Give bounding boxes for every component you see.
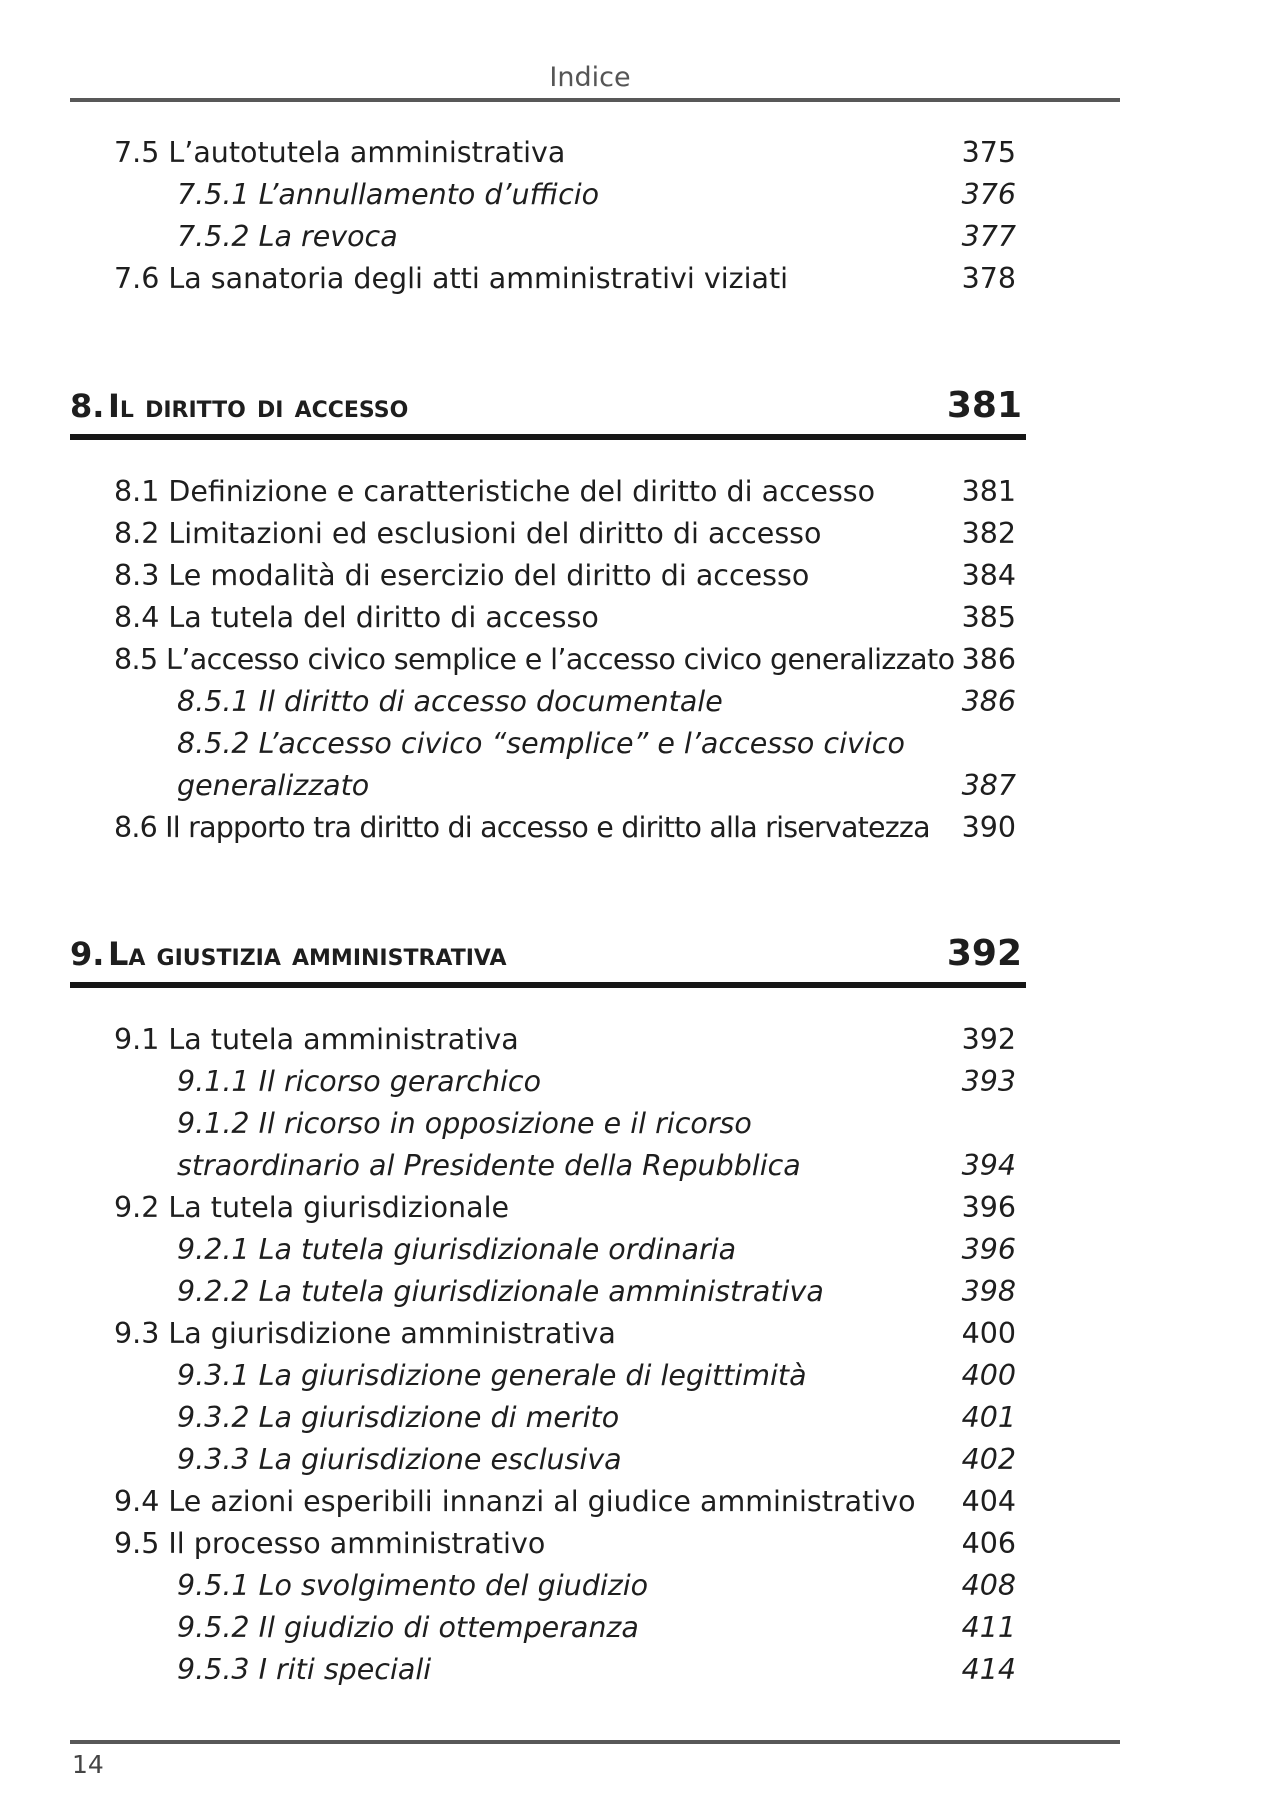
toc-subentry[interactable]: [0, 1356, 1282, 1396]
toc-entry-title: 9.2.1 La tutela giurisdizionale ordinaria: [177, 1233, 737, 1266]
toc-entry[interactable]: [0, 640, 1282, 680]
toc-entry-page: 398: [961, 1275, 1016, 1308]
toc-entry-title: 7.5.1 L’annullamento d’ufficio: [177, 178, 600, 211]
toc-subentry-continuation[interactable]: [0, 1146, 1282, 1186]
toc-entry-page: 414: [961, 1653, 1016, 1686]
toc-entry-page: 408: [961, 1569, 1016, 1602]
toc-entry-page: 386: [961, 643, 1016, 676]
toc-entry[interactable]: [0, 472, 1282, 512]
toc-subentry[interactable]: [0, 175, 1282, 215]
chapter-page: 381: [946, 385, 1022, 426]
chapter-heading[interactable]: [0, 382, 1282, 430]
toc-entry-title: 9.2 La tutela giurisdizionale: [114, 1191, 510, 1224]
header-rule: [70, 98, 1120, 102]
toc-subentry[interactable]: [0, 1650, 1282, 1690]
toc-entry-page: 401: [961, 1401, 1016, 1434]
toc-entry[interactable]: [0, 514, 1282, 554]
toc-entry-page: 406: [961, 1527, 1016, 1560]
toc-entry-page: 375: [961, 136, 1016, 169]
toc-subentry-continuation[interactable]: [0, 766, 1282, 806]
toc-entry[interactable]: [0, 808, 1282, 848]
toc-entry[interactable]: [0, 1482, 1282, 1522]
toc-entry-title: 8.6 Il rapporto tra diritto di accesso e diritto alla riservatezza: [114, 811, 930, 844]
chapter-title: La giustizia amministrativa: [108, 935, 507, 973]
toc-entry-title: 8.4 La tutela del diritto di accesso: [114, 601, 599, 634]
chapter-heading[interactable]: [0, 930, 1282, 978]
toc-entry-title: 9.3 La giurisdizione amministrativa: [114, 1317, 616, 1350]
toc-entry-title: 9.1.2 Il ricorso in opposizione e il ricorso: [177, 1107, 752, 1140]
toc-entry-title: straordinario al Presidente della Repubblica: [177, 1149, 801, 1182]
toc-subentry[interactable]: [0, 682, 1282, 722]
toc-entry-page: 393: [961, 1065, 1016, 1098]
toc-subentry[interactable]: [0, 1566, 1282, 1606]
toc-entry-page: 404: [961, 1485, 1016, 1518]
toc-entry-title: 9.3.3 La giurisdizione esclusiva: [177, 1443, 622, 1476]
toc-entry-title: 9.3.2 La giurisdizione di merito: [177, 1401, 620, 1434]
toc-entry-title: 9.2.2 La tutela giurisdizionale amministrativa: [177, 1275, 824, 1308]
toc-entry-page: 400: [961, 1359, 1016, 1392]
toc-entry-page: 377: [961, 220, 1016, 253]
toc-entry-title: 9.3.1 La giurisdizione generale di legittimità: [177, 1359, 807, 1392]
toc-entry-title: 8.1 Definizione e caratteristiche del diritto di accesso: [114, 475, 876, 508]
toc-entry-page: 396: [961, 1233, 1016, 1266]
toc-entry-page: 376: [961, 178, 1016, 211]
chapter-rule: [70, 434, 1026, 440]
page-number: 14: [72, 1750, 104, 1779]
toc-entry-title: 7.5 L’autotutela amministrativa: [114, 136, 566, 169]
toc-subentry[interactable]: [0, 1440, 1282, 1480]
toc-subentry[interactable]: [0, 217, 1282, 257]
toc-subentry[interactable]: [0, 1608, 1282, 1648]
toc-entry[interactable]: [0, 1314, 1282, 1354]
chapter-title: Il diritto di accesso: [108, 387, 409, 425]
toc-entry[interactable]: [0, 133, 1282, 173]
toc-entry-page: 381: [961, 475, 1016, 508]
toc-subentry[interactable]: [0, 1272, 1282, 1312]
toc-entry-page: 392: [961, 1023, 1016, 1056]
toc-entry-title: 8.3 Le modalità di esercizio del diritto di accesso: [114, 559, 810, 592]
toc-entry-page: 384: [961, 559, 1016, 592]
running-head: Indice: [549, 62, 631, 93]
toc-entry[interactable]: [0, 598, 1282, 638]
toc-entry-page: 390: [961, 811, 1016, 844]
toc-entry-title: 8.5 L’accesso civico semplice e l’accesso civico generalizzato: [114, 643, 955, 676]
chapter-page: 392: [946, 933, 1022, 974]
toc-entry-page: 387: [961, 769, 1016, 802]
toc-entry[interactable]: [0, 556, 1282, 596]
toc-entry-title: 8.5.2 L’accesso civico “semplice” e l’accesso civico: [177, 727, 905, 760]
toc-entry-page: 396: [961, 1191, 1016, 1224]
toc-entry-title: 9.5.3 I riti speciali: [177, 1653, 432, 1686]
toc-entry-title: 7.5.2 La revoca: [177, 220, 398, 253]
toc-entry-page: 385: [961, 601, 1016, 634]
toc-subentry[interactable]: [0, 1230, 1282, 1270]
toc-entry-title: generalizzato: [177, 769, 370, 802]
toc-subentry[interactable]: [0, 1062, 1282, 1102]
toc-entry-title: 7.6 La sanatoria degli atti amministrativi viziati: [114, 262, 789, 295]
toc-entry-page: 402: [961, 1443, 1016, 1476]
toc-entry-title: 8.2 Limitazioni ed esclusioni del diritto di accesso: [114, 517, 822, 550]
toc-entry-page: 400: [961, 1317, 1016, 1350]
toc-entry[interactable]: [0, 1524, 1282, 1564]
toc-entry-title: 9.1 La tutela amministrativa: [114, 1023, 519, 1056]
toc-entry-page: 394: [961, 1149, 1016, 1182]
toc-subentry[interactable]: [0, 1104, 1282, 1144]
toc-entry-title: 9.5.1 Lo svolgimento del giudizio: [177, 1569, 649, 1602]
chapter-number: 8.: [70, 387, 105, 425]
toc-entry-title: 9.1.1 Il ricorso gerarchico: [177, 1065, 542, 1098]
footer-rule: [70, 1740, 1120, 1744]
toc-entry-title: 9.5 Il processo amministrativo: [114, 1527, 546, 1560]
toc-subentry[interactable]: [0, 1398, 1282, 1438]
toc-entry[interactable]: [0, 1020, 1282, 1060]
toc-entry-title: 9.4 Le azioni esperibili innanzi al giudice amministrativo: [114, 1485, 916, 1518]
toc-entry-page: 378: [961, 262, 1016, 295]
toc-subentry[interactable]: [0, 724, 1282, 764]
toc-entry-title: 8.5.1 Il diritto di accesso documentale: [177, 685, 723, 718]
toc-entry-page: 386: [961, 685, 1016, 718]
toc-entry[interactable]: [0, 1188, 1282, 1228]
chapter-number: 9.: [70, 935, 105, 973]
chapter-rule: [70, 982, 1026, 988]
toc-entry-title: 9.5.2 Il giudizio di ottemperanza: [177, 1611, 639, 1644]
toc-entry-page: 411: [961, 1611, 1016, 1644]
toc-entry[interactable]: [0, 259, 1282, 299]
toc-entry-page: 382: [961, 517, 1016, 550]
